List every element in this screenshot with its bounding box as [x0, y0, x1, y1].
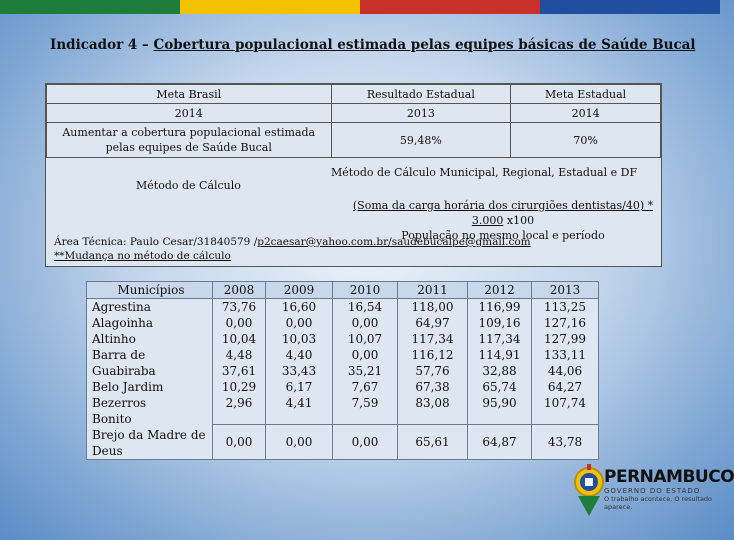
value-cell: 116,12 [411, 348, 454, 362]
value-cell: 10,07 [347, 332, 383, 346]
values-2010 [333, 299, 398, 425]
value-cell: 0,00 [351, 348, 379, 362]
municipio-name: Agrestina [92, 300, 151, 314]
municipio-name: Altinho [92, 332, 136, 346]
value-cell: 67,38 [415, 380, 450, 394]
value-cell: 10,03 [281, 332, 317, 346]
meta-estadual-header: Meta Estadual [511, 85, 661, 104]
value-cell: 0,00 [333, 425, 398, 460]
value-cell: 6,17 [285, 380, 313, 394]
value-cell: 43,78 [532, 425, 599, 460]
value-cell: 95,90 [482, 396, 517, 410]
meta-brasil-value: Aumentar a cobertura populacional estimada pelas equipes de Saúde Bucal [47, 123, 332, 158]
meta-estadual-value: 70% [511, 123, 661, 158]
meta-brasil-year: 2014 [47, 104, 332, 123]
value-cell: 16,60 [281, 300, 317, 314]
state-slogan: O trabalho acontece. O resultado aparece. [604, 495, 713, 511]
value-cell: 44,06 [547, 364, 583, 378]
value-cell: 4,41 [285, 396, 313, 410]
table-body-row [87, 299, 599, 425]
value-cell: 127,99 [544, 332, 586, 346]
value-cell: 10,04 [221, 332, 257, 346]
value-cell: 64,87 [468, 425, 532, 460]
meta-brasil-header: Meta Brasil [47, 85, 332, 104]
header-municipios: Municípios [87, 282, 213, 299]
value-cell: 133,11 [544, 348, 586, 362]
value-cell: 0,00 [351, 316, 379, 330]
value-cell: 118,00 [411, 300, 454, 314]
contact-email-link[interactable]: p2caesar@yahoo.com.br/saudebucalpe@gmail.com [257, 236, 531, 248]
value-cell: 0,00 [213, 425, 266, 460]
value-cell: 109,16 [478, 316, 521, 330]
value-cell: 2,96 [225, 396, 253, 410]
municipio-name: Barra de Guabiraba [92, 348, 156, 378]
state-government: GOVERNO DO ESTADO [604, 487, 701, 495]
value-cell: 64,97 [415, 316, 450, 330]
value-cell: 10,29 [221, 380, 257, 394]
table-header-row [87, 282, 599, 299]
value-cell: 35,21 [347, 364, 383, 378]
area-tecnica [54, 235, 531, 263]
top-stripe [0, 0, 720, 14]
header-2008: 2008 [213, 282, 266, 299]
value-cell: 7,59 [351, 396, 379, 410]
header-2012: 2012 [468, 282, 532, 299]
municipio-name: Alagoinha [92, 316, 154, 330]
value-cell: 4,40 [285, 348, 313, 362]
value-cell: 33,43 [281, 364, 317, 378]
value-cell: 114,91 [478, 348, 521, 362]
value-cell: 64,27 [547, 380, 583, 394]
meta-estadual-year: 2014 [511, 104, 661, 123]
formula-multiplier: x100 [506, 214, 535, 227]
value-cell: 127,16 [544, 316, 586, 330]
meta-table [46, 84, 661, 158]
value-cell: 0,00 [266, 425, 333, 460]
header-2010: 2010 [333, 282, 398, 299]
shield-icon [572, 460, 606, 522]
resultado-estadual-header: Resultado Estadual [331, 85, 511, 104]
value-cell: 117,34 [411, 332, 454, 346]
header-2013: 2013 [532, 282, 599, 299]
indicator-panel [45, 83, 662, 267]
values-2008 [213, 299, 266, 425]
municipios-table [86, 281, 599, 460]
values-2009 [266, 299, 333, 425]
value-cell: 4,48 [225, 348, 253, 362]
values-2011 [398, 299, 468, 425]
resultado-estadual-year: 2013 [331, 104, 511, 123]
municipio-name: Belo Jardim [92, 380, 164, 394]
municipio-name: Bezerros [92, 396, 147, 410]
value-cell: 0,00 [225, 316, 253, 330]
area-tecnica-text: Área Técnica: Paulo Cesar/31840579 / [54, 236, 258, 248]
value-cell: 37,61 [221, 364, 257, 378]
page-title: Indicador 4 – Cobertura populacional estimada pelas equipes básicas de Saúde Bucal [50, 37, 696, 53]
resultado-estadual-value: 59,48% [331, 123, 511, 158]
value-cell: 83,08 [415, 396, 450, 410]
state-logo [572, 460, 606, 522]
value-cell: 113,25 [544, 300, 586, 314]
value-cell: 107,74 [544, 396, 586, 410]
value-cell: 32,88 [482, 364, 517, 378]
value-cell: 116,99 [478, 300, 521, 314]
municipios-cell [87, 299, 213, 460]
metodo-calculo-title: Método de Cálculo Municipal, Regional, Estadual e DF [331, 166, 638, 179]
values-2012 [468, 299, 532, 425]
value-cell: 65,61 [398, 425, 468, 460]
value-cell: 117,34 [478, 332, 521, 346]
value-cell: 16,54 [347, 300, 383, 314]
state-logo-text [604, 467, 734, 511]
formula-numerator: (Soma da carga horária dos cirurgiões dentistas/40) * 3.000 [352, 199, 654, 227]
state-name: PERNAMBUCO [604, 467, 734, 487]
value-cell: 65,74 [482, 380, 517, 394]
value-cell: 57,76 [415, 364, 450, 378]
method-change-note: **Mudança no método de cálculo [54, 250, 231, 262]
value-cell: 0,00 [285, 316, 313, 330]
formula-denominator: População no mesmo local e período [401, 229, 605, 242]
municipio-name: Bonito [92, 412, 132, 426]
header-2011: 2011 [398, 282, 468, 299]
value-cell: 7,67 [351, 380, 379, 394]
municipio-name: Brejo da Madre de Deus [92, 428, 206, 458]
values-2013 [532, 299, 599, 425]
value-cell: 73,76 [221, 300, 257, 314]
metodo-calculo-label: Método de Cálculo [136, 179, 241, 192]
header-2009: 2009 [266, 282, 333, 299]
